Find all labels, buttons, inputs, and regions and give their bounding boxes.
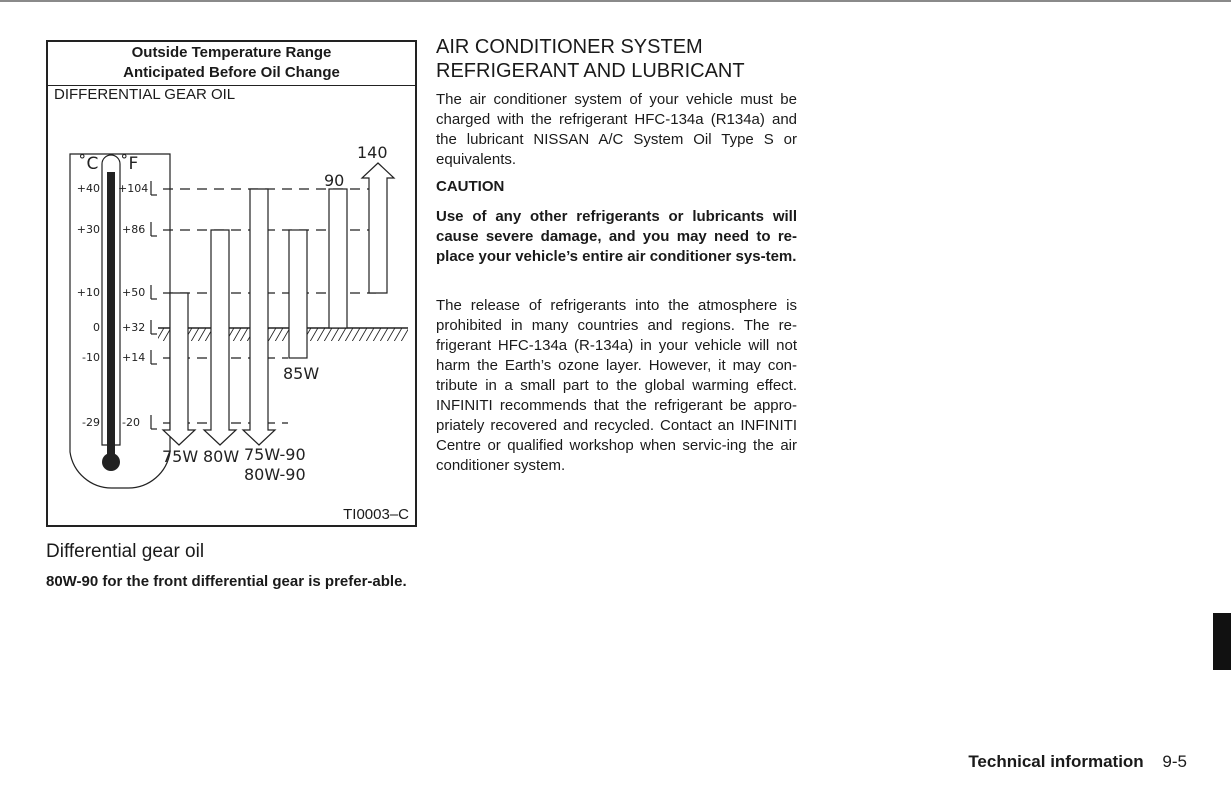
scale-c-label: +40 bbox=[76, 182, 100, 195]
grade-bar-80w-90 bbox=[243, 189, 275, 445]
grade-label-140: 140 bbox=[357, 143, 388, 162]
grade-bar-90 bbox=[329, 189, 347, 328]
intro-paragraph: The air conditioner system of your vehicle must be charged with the refrigerant HFC-134a (R134a) and the lubricant NISSAN A/C System Oil Type S or equivalents. bbox=[436, 91, 797, 168]
refrigerant-paragraph: The release of refrigerants into the atmosphere is prohibited in many countries and regions. The re-frigerant HFC-134a (R-134a) in your vehicle will not harm the Earth’s ozone layer. However, it may con-tribute in a small part to the global warming effect. INFINITI recommends that the refrigerant be appro-priately recovered and recycled. Contact an INFINITI Centre or qualified workshop when servic-ing the air conditioner system. bbox=[436, 297, 797, 474]
figure-heading-line1: Outside Temperature Range bbox=[131, 44, 332, 61]
thermometer-mercury bbox=[107, 172, 115, 457]
scale-c-label: 0 bbox=[93, 321, 100, 334]
scale-c-label: -29 bbox=[82, 416, 100, 429]
grade-label-80w: 80W bbox=[203, 447, 240, 466]
figure-subheading: DIFFERENTIAL GEAR OIL bbox=[54, 86, 236, 103]
celsius-unit: ˚C bbox=[78, 154, 99, 174]
page-number: 9-5 bbox=[1162, 752, 1187, 771]
freezing-band bbox=[158, 328, 408, 341]
thermometer-bulb bbox=[102, 453, 120, 471]
scale-f-label: -20 bbox=[122, 416, 140, 429]
grade-label-80w-90: 80W-90 bbox=[244, 465, 306, 484]
grade-bar-140 bbox=[362, 163, 394, 293]
scale-c-label: +30 bbox=[76, 223, 100, 236]
scale-f-label: +32 bbox=[122, 321, 146, 334]
caution-text: Use of any other refrigerants or lubricants will cause severe damage, and you may need to re-place your vehicle’s entire air conditioner sys-tem. bbox=[436, 208, 797, 265]
top-rule bbox=[0, 0, 1231, 2]
footer-section: Technical information bbox=[968, 752, 1144, 771]
page-footer bbox=[968, 752, 1187, 772]
grade-label-85w: 85W bbox=[283, 364, 320, 383]
grade-bar-75w bbox=[163, 293, 195, 445]
chapter-tab-marker bbox=[1213, 613, 1231, 670]
scale-f-label: +50 bbox=[122, 286, 146, 299]
grade-label-75w: 75W bbox=[162, 447, 199, 466]
scale-f-label: +104 bbox=[118, 182, 149, 195]
scale-f-label: +14 bbox=[122, 351, 146, 364]
grade-label-75w-90: 75W-90 bbox=[244, 445, 306, 464]
viscosity-chart bbox=[48, 42, 415, 525]
caution-label: CAUTION bbox=[436, 178, 505, 195]
left-caption-body: 80W-90 for the front differential gear is prefer-able. bbox=[46, 573, 407, 590]
section-title bbox=[436, 35, 797, 83]
figure-heading-line2: Anticipated Before Oil Change bbox=[123, 64, 340, 81]
scale-c-label: -10 bbox=[82, 351, 100, 364]
section-title-line2: REFRIGERANT AND LUBRICANT bbox=[436, 60, 745, 82]
gear-oil-chart-figure bbox=[46, 40, 417, 527]
grade-label-90: 90 bbox=[324, 171, 345, 190]
section-title-line1: AIR CONDITIONER SYSTEM bbox=[436, 36, 703, 58]
left-caption-title: Differential gear oil bbox=[46, 541, 205, 562]
scale-f-label: +86 bbox=[122, 223, 146, 236]
grade-bar-85w bbox=[289, 230, 307, 358]
fahrenheit-unit: ˚F bbox=[120, 154, 139, 174]
figure-id: TI0003–C bbox=[343, 506, 409, 523]
scale-c-label: +10 bbox=[76, 286, 100, 299]
